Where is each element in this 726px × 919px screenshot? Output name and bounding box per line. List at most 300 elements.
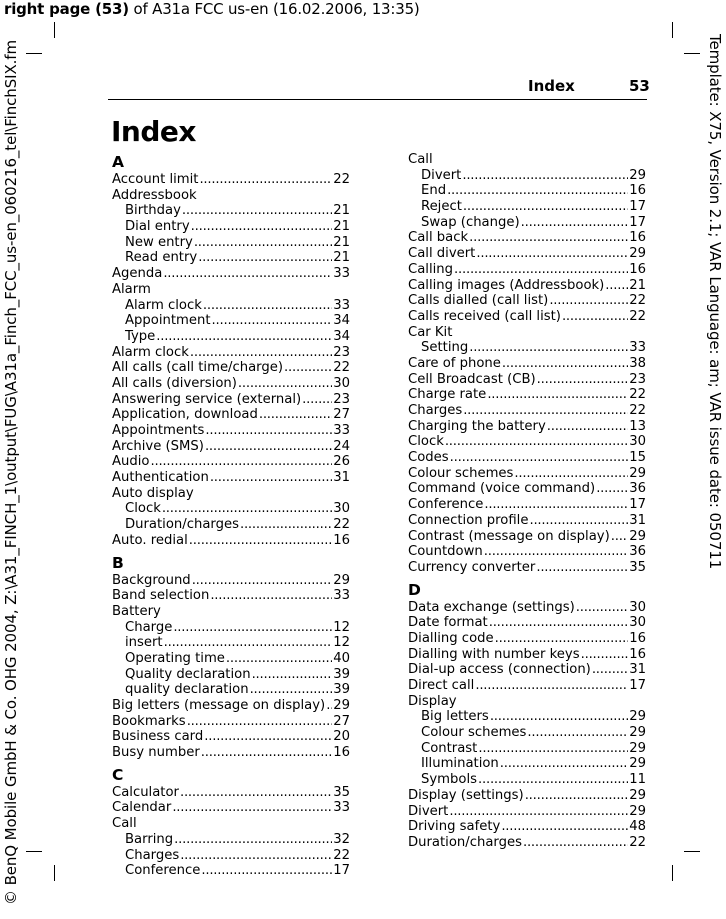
index-group-heading: Call	[408, 152, 433, 167]
dot-leader	[205, 423, 332, 439]
dot-leader	[489, 615, 629, 631]
dot-leader	[527, 725, 628, 741]
index-entry-page: 29	[629, 740, 646, 756]
index-entry-page: 33	[333, 423, 350, 438]
header-rule	[108, 99, 647, 100]
index-entry-page: 23	[333, 344, 350, 360]
index-subentry	[112, 832, 350, 848]
index-entry-page: 23	[629, 371, 646, 387]
index-entry-term: Colour schemes	[421, 725, 527, 741]
index-entry	[408, 678, 646, 694]
crop-mark	[26, 53, 42, 54]
index-entry-term: Appointments	[112, 423, 205, 438]
dot-leader	[198, 250, 332, 266]
index-entry-page: 22	[333, 360, 350, 376]
dot-leader	[238, 376, 332, 392]
dot-leader	[326, 698, 332, 714]
dot-leader	[521, 215, 629, 231]
dot-leader	[596, 481, 628, 497]
index-entry	[112, 454, 350, 470]
index-column-left	[112, 152, 350, 879]
index-subentry	[112, 329, 350, 345]
index-subentry	[112, 235, 350, 251]
index-entry-term: Clock	[408, 434, 444, 450]
dot-leader	[536, 560, 628, 576]
index-entry-term: Conference	[408, 497, 484, 513]
dot-leader	[576, 600, 628, 616]
index-entry-page: 21	[629, 277, 646, 293]
index-entry-term: Symbols	[421, 772, 477, 788]
index-entry-page: 16	[629, 646, 646, 662]
index-entry-page: 12	[333, 635, 350, 651]
dot-leader	[189, 533, 332, 549]
index-column-right	[408, 152, 646, 851]
index-entry-term: Alarm clock	[112, 344, 189, 360]
index-subentry	[408, 756, 646, 772]
index-entry-term: Data exchange (settings)	[408, 599, 575, 615]
index-entry-term: Divert	[408, 803, 449, 819]
copyright-path-label: © BenQ Mobile GmbH & Co. OHG 2004, Z:\A31_FINCH_1\output\FUG\A31a_Finch_FCC_us-en_060216_tel\FinchSIX.fm	[2, 40, 20, 905]
dot-leader	[212, 313, 333, 329]
dot-leader	[501, 819, 628, 835]
crop-mark	[672, 22, 673, 38]
index-entry	[408, 615, 646, 631]
index-entry-page: 36	[629, 481, 646, 497]
index-entry-page: 29	[629, 725, 646, 741]
index-entry-term: Calling	[408, 261, 454, 277]
index-subentry	[112, 313, 350, 329]
index-entry	[408, 356, 646, 372]
index-entry-page: 24	[333, 438, 350, 454]
index-entry-term: Dial entry	[125, 219, 190, 235]
dot-leader	[478, 741, 628, 757]
index-entry	[408, 262, 646, 278]
index-entry-term: Dialling code	[408, 630, 494, 646]
index-entry-page: 17	[333, 863, 350, 879]
index-entry-page: 16	[629, 183, 646, 199]
index-entry-term: Alarm clock	[125, 297, 202, 313]
index-entry-term: Account limit	[112, 172, 199, 187]
dot-leader	[192, 573, 333, 589]
index-entry-page: 31	[333, 470, 350, 486]
index-group-heading: Call	[112, 816, 137, 832]
index-entry-term: Codes	[408, 450, 449, 466]
index-entry-page: 31	[629, 662, 646, 678]
running-header-title: Index	[528, 77, 575, 95]
index-entry-page: 29	[333, 698, 350, 713]
index-entry	[408, 497, 646, 513]
index-entry-term: Charge rate	[408, 387, 487, 403]
index-subentry	[408, 183, 646, 199]
index-entry-page: 21	[333, 234, 350, 250]
index-entry-page: 38	[629, 355, 646, 371]
dot-leader	[581, 647, 629, 663]
index-entry-term: Calls received (call list)	[408, 308, 561, 324]
index-entry-term: All calls (diversion)	[112, 375, 237, 391]
index-group-heading: Display	[408, 693, 457, 709]
index-entry-page: 29	[629, 756, 646, 772]
index-entry	[112, 345, 350, 361]
index-entry-page: 30	[629, 434, 646, 450]
template-info-label: Template: X75, Version 2.1; VAR Language: am; VAR issue date: 050711	[706, 34, 724, 570]
index-entry-term: Dialling with number keys	[408, 646, 580, 662]
index-entry	[408, 835, 646, 851]
dot-leader	[447, 183, 628, 199]
index-entry-term: Auto. redial	[112, 532, 188, 548]
index-entry-term: Calling images (Addressbook)	[408, 277, 605, 293]
index-entry-page: 15	[629, 450, 646, 466]
index-entry	[112, 392, 350, 408]
index-entry	[408, 788, 646, 804]
index-subentry	[112, 682, 350, 698]
index-entry-term: Call divert	[408, 246, 476, 262]
index-subentry	[112, 517, 350, 533]
dot-leader	[203, 298, 332, 314]
index-entry-page: 23	[333, 391, 350, 407]
index-entry	[112, 745, 350, 761]
index-entry	[112, 266, 350, 282]
dot-leader	[475, 678, 628, 694]
index-entry-term: Duration/charges	[125, 517, 239, 533]
dot-leader	[478, 772, 628, 788]
dot-leader	[199, 172, 332, 188]
index-entry-term: Charge	[125, 619, 173, 635]
dot-leader	[476, 246, 628, 262]
index-subentry	[112, 620, 350, 636]
dot-leader	[180, 848, 332, 864]
dot-leader	[302, 392, 332, 408]
index-entry	[112, 785, 350, 801]
index-entry-term: Conference	[125, 863, 201, 879]
index-subentry	[408, 199, 646, 215]
index-entry-page: 21	[333, 250, 350, 266]
dot-leader	[445, 434, 628, 450]
index-entry-term: Answering service (external)	[112, 391, 302, 407]
index-entry-page: 31	[629, 512, 646, 528]
index-entry	[112, 172, 350, 188]
index-entry-term: Charges	[125, 847, 180, 863]
index-entry	[112, 729, 350, 745]
index-entry-term: Setting	[421, 340, 469, 356]
index-entry	[112, 573, 350, 589]
index-subentry	[112, 667, 350, 683]
dot-leader	[187, 714, 333, 730]
index-letter-heading: D	[408, 580, 421, 599]
index-subentry	[112, 298, 350, 314]
index-entry	[408, 278, 646, 294]
index-entry-page: 33	[333, 588, 350, 604]
index-entry-term: Type	[125, 328, 156, 344]
index-entry	[408, 403, 646, 419]
index-entry	[112, 470, 350, 486]
crop-mark	[54, 865, 55, 881]
index-subentry	[408, 340, 646, 356]
dot-leader	[201, 863, 332, 879]
index-entry-term: Dial-up access (connection)	[408, 662, 591, 678]
index-group-heading: Alarm	[112, 281, 151, 297]
dot-leader	[500, 756, 628, 772]
dot-leader	[191, 219, 333, 235]
index-subentry	[408, 741, 646, 757]
index-entry-term: Birthday	[125, 203, 181, 219]
index-entry	[112, 533, 350, 549]
index-entry-term: Bookmarks	[112, 713, 186, 729]
index-subentry	[112, 501, 350, 517]
index-entry-term: Audio	[112, 454, 150, 470]
index-entry-page: 22	[629, 387, 646, 403]
index-entry-page: 22	[629, 293, 646, 309]
dot-leader	[174, 832, 332, 848]
dot-leader	[252, 667, 333, 683]
dot-leader	[450, 450, 629, 466]
index-entry	[112, 423, 350, 439]
dot-leader	[194, 235, 332, 251]
index-entry-page: 16	[629, 261, 646, 277]
index-entry-page: 33	[333, 297, 350, 313]
index-entry-term: Archive (SMS)	[112, 438, 204, 454]
dot-leader	[250, 682, 333, 698]
index-entry-page: 39	[333, 666, 350, 682]
dot-leader	[182, 203, 332, 219]
dot-leader	[164, 635, 333, 651]
index-entry-page: 22	[629, 834, 646, 850]
index-entry-term: Calls dialled (call list)	[408, 293, 549, 309]
index-entry-term: Big letters (message on display)	[112, 698, 326, 713]
index-entry	[408, 662, 646, 678]
index-entry-page: 20	[333, 729, 350, 745]
index-entry	[112, 439, 350, 455]
index-entry-term: insert	[125, 635, 163, 651]
index-entry-page: 16	[629, 230, 646, 246]
dot-leader	[495, 631, 629, 647]
index-entry-term: Charging the battery	[408, 418, 546, 434]
index-entry-page: 36	[629, 544, 646, 560]
index-entry-page: 40	[333, 650, 350, 666]
index-entry-term: All calls (call time/charge)	[112, 360, 284, 376]
index-entry-page: 29	[629, 803, 646, 819]
index-entry-term: Direct call	[408, 678, 475, 693]
dot-leader	[180, 785, 332, 801]
dot-leader	[549, 293, 628, 309]
index-entry	[408, 387, 646, 403]
page-title: Index	[111, 115, 196, 148]
index-entry-term: End	[421, 183, 447, 199]
index-entry	[408, 230, 646, 246]
print-info-page: right page (53)	[4, 0, 129, 18]
index-entry-page: 16	[333, 745, 350, 761]
dot-leader	[172, 800, 332, 816]
dot-leader	[463, 199, 628, 215]
index-entry-term: Driving safety	[408, 819, 501, 835]
index-entry-page: 21	[333, 219, 350, 235]
index-entry	[408, 372, 646, 388]
index-subentry	[112, 203, 350, 219]
index-entry-term: Colour schemes	[408, 465, 514, 481]
dot-leader	[525, 788, 629, 804]
index-entry-page: 29	[629, 167, 646, 183]
dot-leader	[210, 470, 332, 486]
index-entry	[408, 544, 646, 560]
dot-leader	[162, 501, 332, 517]
index-entry-page: 30	[333, 375, 350, 391]
index-entry-term: Application, download	[112, 407, 258, 423]
index-entry-term: Background	[112, 572, 191, 588]
index-entry-page: 29	[629, 709, 646, 725]
dot-leader	[462, 168, 628, 184]
dot-leader	[484, 497, 628, 513]
index-letter-heading: A	[112, 153, 124, 171]
dot-leader	[514, 466, 628, 482]
index-entry-page: 27	[333, 407, 350, 423]
index-entry-term: Quality declaration	[125, 666, 251, 682]
index-entry-term: Duration/charges	[408, 834, 522, 850]
index-entry	[112, 588, 350, 604]
index-entry-term: Contrast (message on display)	[408, 528, 610, 544]
index-entry-page: 16	[333, 532, 350, 548]
index-entry	[112, 800, 350, 816]
index-entry-term: quality declaration	[125, 682, 249, 698]
index-entry	[408, 419, 646, 435]
index-entry-page: 48	[629, 819, 646, 835]
index-entry-term: Charges	[408, 403, 463, 418]
index-entry-term: Currency converter	[408, 559, 536, 575]
index-entry-term: Barring	[125, 831, 174, 847]
index-entry-term: New entry	[125, 234, 193, 250]
index-entry-page: 11	[629, 772, 646, 788]
index-entry-term: Display (settings)	[408, 787, 524, 803]
dot-leader	[210, 588, 332, 604]
index-entry-term: Operating time	[125, 650, 225, 666]
dot-leader	[502, 356, 628, 372]
index-entry-page: 17	[629, 678, 646, 693]
index-entry-page: 22	[629, 403, 646, 418]
index-entry	[408, 466, 646, 482]
index-subentry	[112, 863, 350, 879]
index-entry-term: Command (voice command)	[408, 481, 596, 497]
index-entry-term: Countdown	[408, 544, 483, 560]
index-entry-page: 22	[333, 517, 350, 533]
index-entry-term: Divert	[421, 167, 462, 183]
index-entry-page: 26	[333, 454, 350, 470]
index-subentry	[408, 709, 646, 725]
index-entry-page: 33	[629, 340, 646, 356]
index-entry-page: 30	[333, 501, 350, 517]
dot-leader	[562, 309, 628, 325]
dot-leader	[592, 662, 628, 678]
index-entry-page: 22	[333, 847, 350, 863]
dot-leader	[484, 544, 628, 560]
dot-leader	[226, 651, 332, 667]
index-entry-page: 32	[333, 831, 350, 847]
index-entry-page: 22	[333, 172, 350, 187]
crop-mark	[672, 865, 673, 881]
index-entry	[408, 647, 646, 663]
index-entry-page: 12	[333, 619, 350, 635]
index-entry-term: Busy number	[112, 745, 200, 761]
index-entry-page: 30	[629, 599, 646, 615]
dot-leader	[547, 419, 628, 435]
dot-leader	[490, 709, 628, 725]
dot-leader	[284, 360, 332, 376]
index-entry	[112, 376, 350, 392]
dot-leader	[240, 517, 332, 533]
dot-leader	[201, 745, 332, 761]
index-entry-page: 17	[629, 497, 646, 513]
index-entry	[112, 407, 350, 423]
index-entry-page: 30	[629, 615, 646, 631]
index-entry	[408, 293, 646, 309]
index-entry-term: Connection profile	[408, 512, 529, 528]
index-entry	[408, 450, 646, 466]
index-entry-page: 34	[333, 313, 350, 329]
index-entry-page: 39	[333, 682, 350, 698]
dot-leader	[204, 729, 332, 745]
index-entry-page: 22	[629, 308, 646, 324]
dot-leader	[523, 835, 628, 851]
index-entry-page: 16	[629, 630, 646, 646]
index-entry-page: 17	[629, 199, 646, 215]
dot-leader	[150, 454, 332, 470]
dot-leader	[259, 407, 332, 423]
index-letter-heading: C	[112, 765, 124, 784]
dot-leader	[463, 403, 628, 419]
index-entry-page: 27	[333, 713, 350, 729]
index-entry-page: 33	[333, 800, 350, 816]
index-subentry	[408, 168, 646, 184]
dot-leader	[469, 230, 628, 246]
dot-leader	[454, 262, 628, 278]
index-group-heading: Addressbook	[112, 187, 197, 203]
index-entry-page: 35	[629, 559, 646, 575]
dot-leader	[173, 620, 332, 636]
index-entry-term: Swap (change)	[421, 214, 520, 230]
dot-leader	[605, 278, 628, 294]
index-entry-page: 17	[629, 214, 646, 230]
index-entry-page: 29	[333, 572, 350, 588]
dot-leader	[190, 345, 332, 361]
dot-leader	[537, 372, 629, 388]
index-entry	[408, 309, 646, 325]
index-entry-page: 29	[629, 528, 646, 544]
index-entry-page: 33	[333, 266, 350, 282]
index-entry	[112, 360, 350, 376]
dot-leader	[449, 804, 628, 820]
index-entry-term: Contrast	[421, 740, 478, 756]
index-entry	[408, 600, 646, 616]
index-subentry	[112, 848, 350, 864]
index-entry-term: Date format	[408, 615, 488, 631]
index-entry-page: 29	[629, 246, 646, 262]
index-entry-term: Business card	[112, 729, 204, 745]
page-number: 53	[629, 77, 650, 95]
index-entry-term: Cell Broadcast (CB)	[408, 371, 536, 387]
index-entry-term: Read entry	[125, 250, 198, 266]
index-entry	[408, 529, 646, 545]
index-entry-term: Illumination	[421, 756, 499, 772]
index-entry-term: Authentication	[112, 470, 209, 486]
dot-leader	[205, 439, 332, 455]
index-entry-page: 35	[333, 784, 350, 800]
index-entry-term: Care of phone	[408, 355, 501, 371]
index-entry	[112, 714, 350, 730]
index-entry-page: 29	[629, 465, 646, 481]
crop-mark	[54, 22, 55, 38]
dot-leader	[156, 329, 332, 345]
crop-mark	[684, 851, 700, 852]
index-subentry	[408, 215, 646, 231]
index-subentry	[112, 635, 350, 651]
index-entry-term: Clock	[125, 501, 161, 517]
